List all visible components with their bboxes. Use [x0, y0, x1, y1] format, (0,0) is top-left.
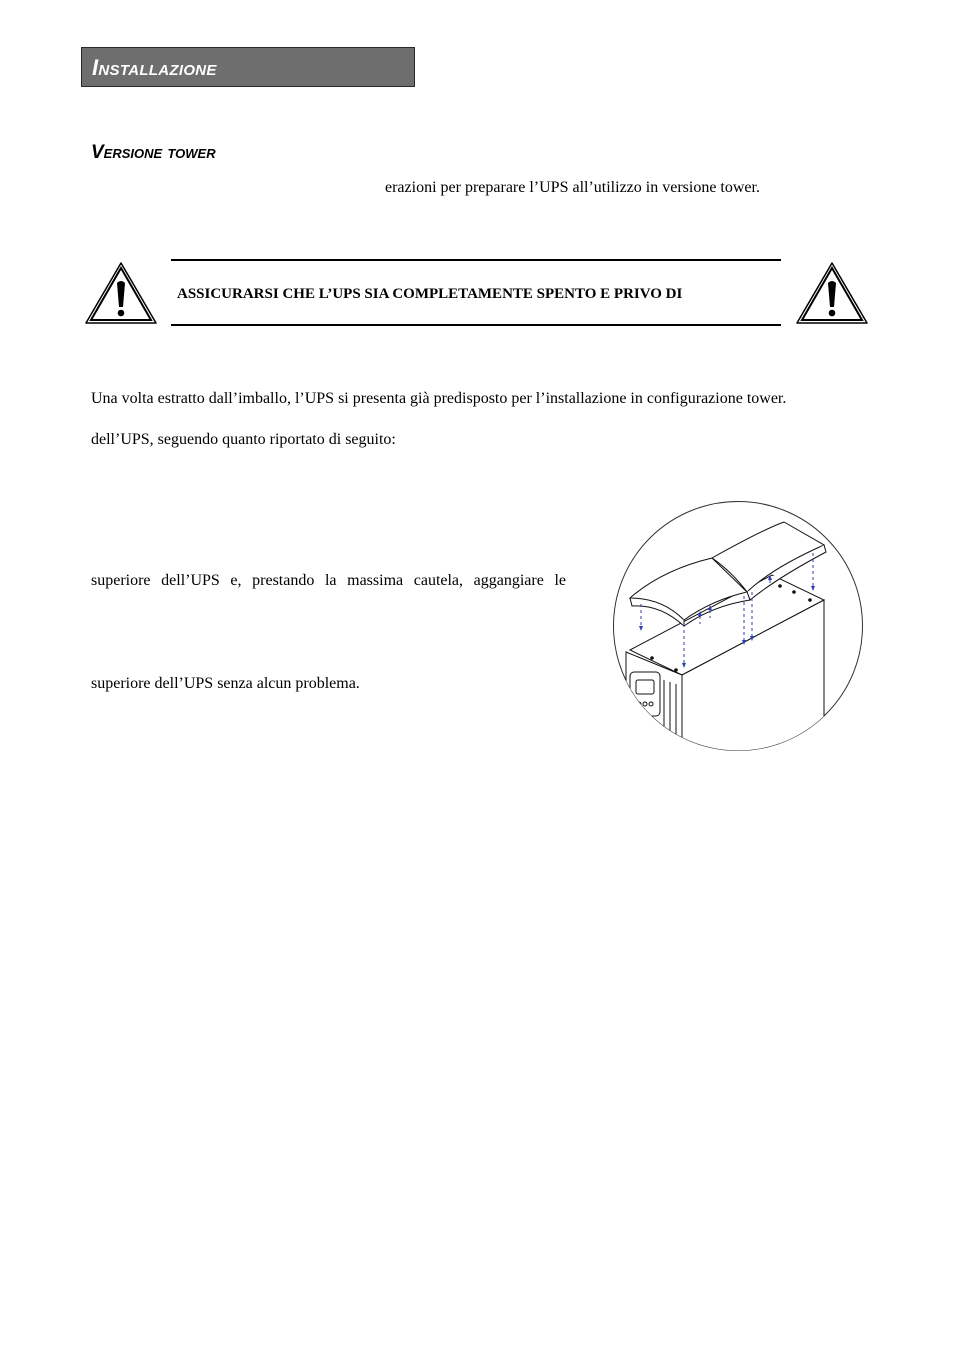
warning-triangle-icon: [84, 261, 158, 325]
intro-text: erazioni per preparare l’UPS all’utilizzo in versione tower.: [385, 179, 760, 196]
warning-message: ASSICURARSI CHE L’UPS SIA COMPLETAMENTE SPENTO E PRIVO DI: [177, 286, 683, 302]
paragraph-1: Una volta estratto dall’imballo, l’UPS si presenta già predisposto per l’installazione in configurazione tower.: [91, 390, 787, 407]
warning-rule-top: [171, 259, 781, 261]
section-title: Installazione: [92, 55, 217, 80]
step-line-1: superiore dell’UPS e, prestando la massima cautela, aggangiare le: [91, 572, 566, 589]
ups-cover-illustration: [612, 500, 864, 752]
warning-rule-bottom: [171, 324, 781, 326]
subsection-title: Versione tower: [91, 142, 216, 163]
paragraph-2: dell’UPS, seguendo quanto riportato di seguito:: [91, 431, 396, 448]
section-banner: [81, 47, 415, 87]
step-line-2: superiore dell’UPS senza alcun problema.: [91, 675, 360, 692]
warning-triangle-icon: [795, 261, 869, 325]
